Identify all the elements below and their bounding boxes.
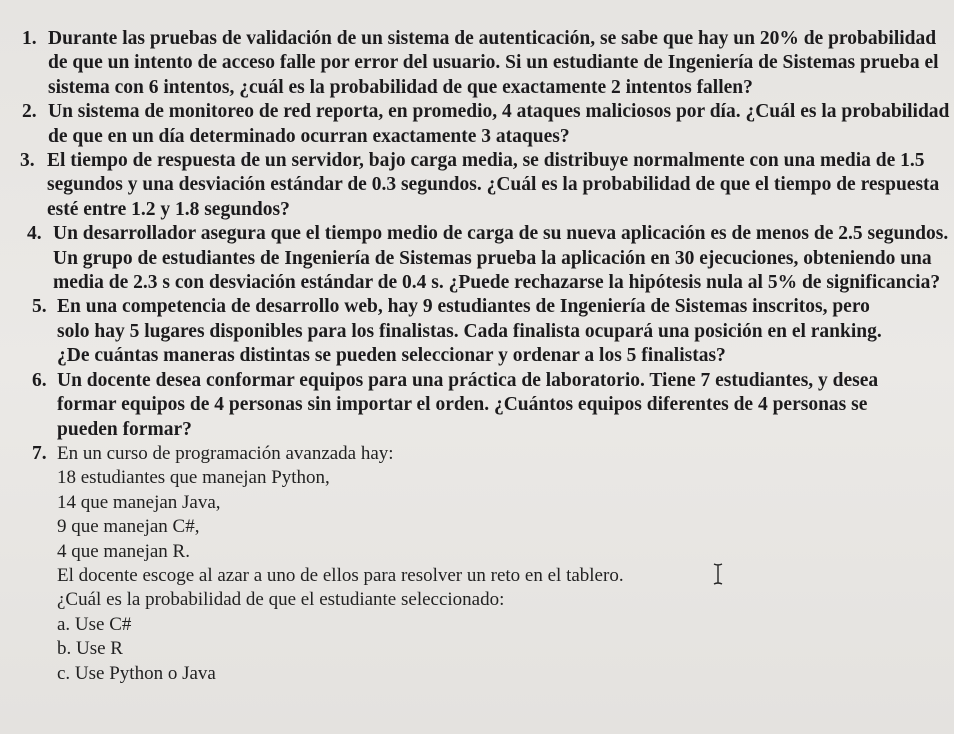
text-line: esté entre 1.2 y 1.8 segundos? — [47, 198, 290, 220]
text-line: a. Use C# — [57, 613, 132, 635]
text-line: ¿Cuál es la probabilidad de que el estudiante seleccionado: — [57, 589, 505, 611]
question-number: 3. — [20, 150, 35, 172]
text-line: b. Use R — [57, 638, 123, 660]
question-number: 2. — [22, 101, 37, 123]
question-item — [0, 149, 954, 222]
text-line: Un sistema de monitoreo de red reporta, en promedio, 4 ataques maliciosos por día. ¿Cuál es la probabilidad — [48, 101, 950, 123]
question-text — [57, 442, 954, 686]
question-item — [0, 442, 954, 686]
question-number: 4. — [27, 223, 42, 245]
text-line: solo hay 5 lugares disponibles para los finalistas. Cada finalista ocupará una posición en el ranking. — [57, 320, 882, 342]
question-number: 6. — [32, 369, 47, 391]
text-line: pueden formar? — [57, 418, 192, 440]
text-cursor-icon — [712, 563, 724, 585]
text-line: ¿De cuántas maneras distintas se pueden seleccionar y ordenar a los 5 finalistas? — [57, 345, 726, 367]
text-line: formar equipos de 4 personas sin importar el orden. ¿Cuántos equipos diferentes de 4 personas se — [57, 394, 868, 416]
text-line: 9 que manejan C#, — [57, 516, 200, 538]
text-line: Un docente desea conformar equipos para una práctica de laboratorio. Tiene 7 estudiantes, y desea — [57, 369, 879, 391]
question-item — [0, 369, 954, 442]
question-number: 1. — [22, 28, 37, 49]
text-line: de que un intento de acceso falle por error del usuario. Si un estudiante de Ingeniería de Sistemas prueba el — [48, 52, 939, 74]
text-line: El docente escoge al azar a uno de ellos para resolver un reto en el tablero. — [57, 564, 624, 586]
question-item — [0, 295, 954, 368]
text-line: En una competencia de desarrollo web, hay 9 estudiantes de Ingeniería de Sistemas inscritos, pero — [57, 296, 870, 318]
question-item — [0, 100, 954, 149]
question-number: 5. — [32, 296, 47, 318]
question-text — [57, 295, 954, 368]
text-line: de que en un día determinado ocurran exactamente 3 ataques? — [48, 125, 570, 147]
text-line: 14 que manejan Java, — [57, 491, 221, 513]
text-line: media de 2.3 s con desviación estándar de 0.4 s. ¿Puede rechazarse la hipótesis nula al 5% de significancia? — [53, 272, 941, 294]
question-item — [0, 27, 954, 100]
question-text — [47, 149, 954, 222]
question-text — [53, 222, 954, 295]
text-line: sistema con 6 intentos, ¿cuál es la probabilidad de que exactamente 2 intentos fallen? — [48, 76, 753, 98]
text-line: c. Use Python o Java — [57, 662, 216, 684]
text-line: Un grupo de estudiantes de Ingeniería de Sistemas prueba la aplicación en 30 ejecuciones, obteniendo una — [53, 247, 932, 269]
question-item — [0, 222, 954, 295]
question-text — [48, 100, 954, 149]
text-line: 18 estudiantes que manejan Python, — [57, 467, 330, 489]
question-number: 7. — [32, 442, 47, 464]
question-text — [57, 369, 954, 442]
text-line: segundos y una desviación estándar de 0.3 segundos. ¿Cuál es la probabilidad de que el tiempo de respuesta — [47, 174, 940, 196]
text-line: Un desarrollador asegura que el tiempo medio de carga de su nueva aplicación es de menos de 2.5 segundos. — [53, 223, 949, 245]
question-text — [48, 27, 954, 100]
text-line: En un curso de programación avanzada hay: — [57, 442, 394, 464]
text-line: Durante las pruebas de validación de un sistema de autenticación, se sabe que hay un 20% de probabilidad — [48, 28, 937, 49]
text-line: El tiempo de respuesta de un servidor, bajo carga media, se distribuye normalmente con una media de 1.5 — [47, 150, 925, 172]
question-list — [0, 27, 954, 686]
text-line: 4 que manejan R. — [57, 540, 190, 562]
